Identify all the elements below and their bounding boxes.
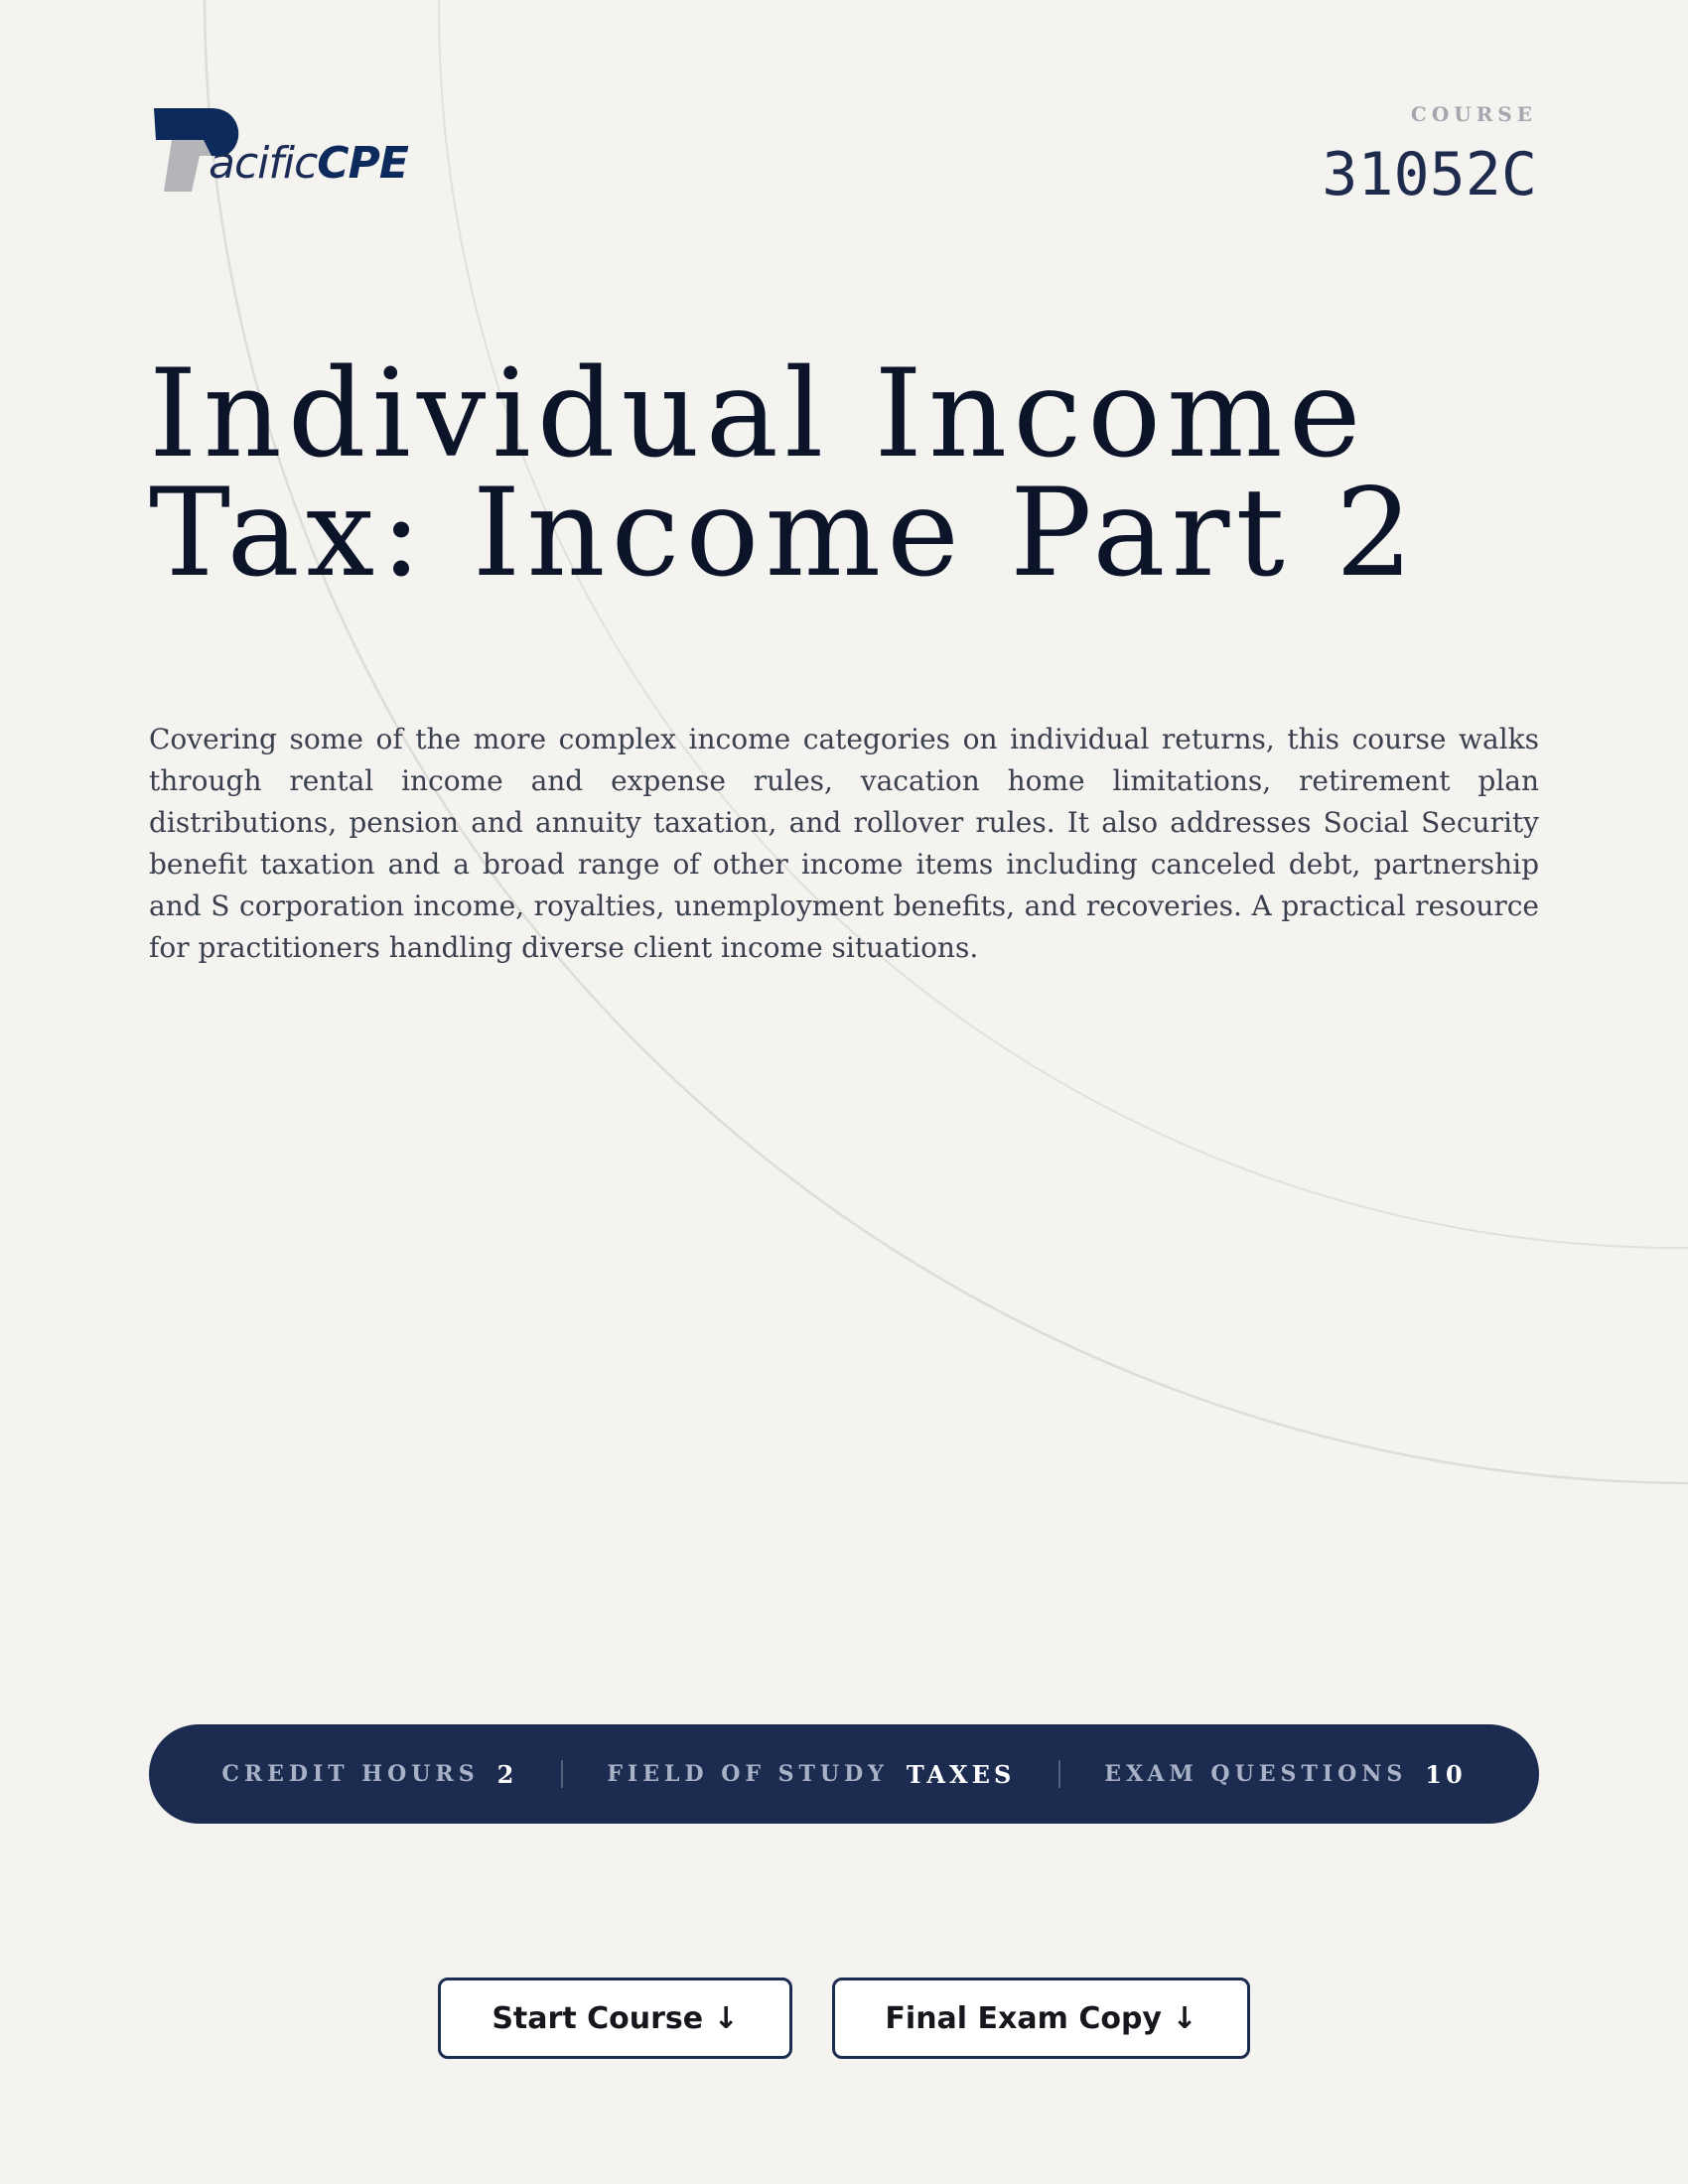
pacific-cpe-logo xyxy=(154,104,408,199)
final-exam-copy-button[interactable]: Final Exam Copy ↓ xyxy=(832,1978,1250,2059)
course-description: Covering some of the more complex income categories on individual returns, this course walks through rental income and expense rules, vacation home limitations, retirement plan distributions, pension and annuity taxation, and rollover rules. It also addresses Social Security benefit taxation and a broad range of other income items including canceled debt, partnership and S corporation income, royalties, unemployment benefits, and recoveries. A practical resource for practitioners handling diverse client income situations. xyxy=(149,723,1539,964)
field-of-study-value: TAXES xyxy=(906,1759,1016,1789)
course-label: COURSE xyxy=(1410,102,1537,126)
credit-hours-item xyxy=(221,1760,517,1789)
exam-questions-value: 10 xyxy=(1425,1759,1467,1789)
info-divider xyxy=(561,1760,563,1788)
course-title-line2: Tax: Income Part 2 xyxy=(149,463,1420,605)
credit-hours-label: CREDIT HOURS xyxy=(221,1761,480,1787)
action-buttons xyxy=(0,1978,1688,2059)
info-divider xyxy=(1058,1760,1060,1788)
credit-hours-value: 2 xyxy=(496,1759,518,1789)
logo-word-cpe: CPE xyxy=(317,138,408,189)
exam-questions-label: EXAM QUESTIONS xyxy=(1104,1761,1408,1787)
course-title xyxy=(149,343,1539,605)
field-of-study-label: FIELD OF STUDY xyxy=(607,1761,889,1787)
course-info-bar xyxy=(149,1724,1539,1824)
start-course-button[interactable]: Start Course ↓ xyxy=(438,1978,792,2059)
logo-word-acific: acific xyxy=(209,138,318,189)
course-code: 31052C xyxy=(1322,140,1537,209)
field-of-study-item xyxy=(607,1760,1015,1789)
course-title-line1: Individual Income xyxy=(149,343,1367,485)
exam-questions-item xyxy=(1104,1760,1466,1789)
logo-wordmark xyxy=(209,138,408,189)
